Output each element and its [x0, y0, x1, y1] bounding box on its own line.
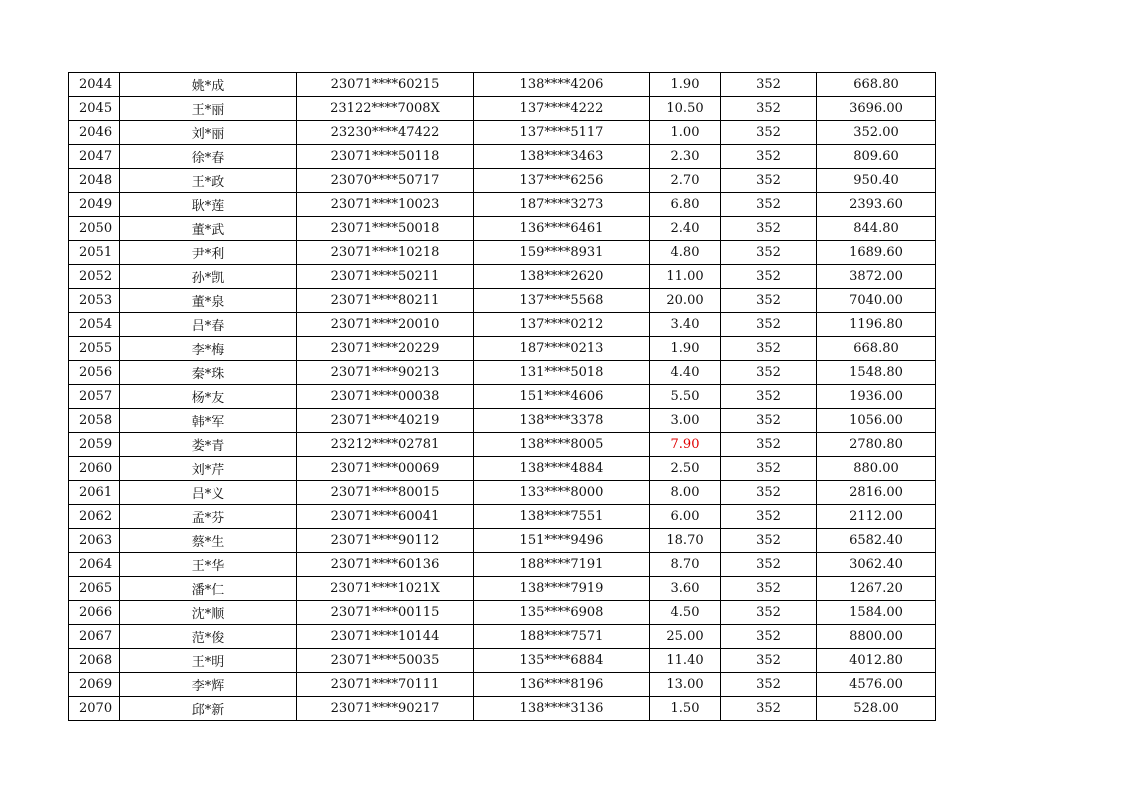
table-cell: 6582.40: [817, 529, 936, 553]
table-cell: 138****3136: [474, 697, 650, 721]
table-cell: 352: [721, 577, 817, 601]
table-cell: 2056: [69, 361, 120, 385]
table-cell: 2057: [69, 385, 120, 409]
table-cell: 138****2620: [474, 265, 650, 289]
table-cell: 孙*凯: [120, 265, 297, 289]
table-cell: 151****9496: [474, 529, 650, 553]
table-cell: 2046: [69, 121, 120, 145]
table-cell: 352: [721, 409, 817, 433]
table-cell: 8.70: [650, 553, 721, 577]
table-cell: 7.90: [650, 433, 721, 457]
table-cell: 138****7919: [474, 577, 650, 601]
table-row: [69, 553, 936, 577]
table-cell: 352: [721, 313, 817, 337]
table-cell: 352: [721, 601, 817, 625]
table-cell: 4.80: [650, 241, 721, 265]
table-cell: 6.00: [650, 505, 721, 529]
table-row: [69, 457, 936, 481]
table-cell: 王*华: [120, 553, 297, 577]
table-cell: 11.40: [650, 649, 721, 673]
table-cell: 2.40: [650, 217, 721, 241]
table-cell: 尹*利: [120, 241, 297, 265]
table-cell: 23071****80211: [297, 289, 474, 313]
table-row: [69, 241, 936, 265]
table-cell: 352: [721, 265, 817, 289]
table-cell: 20.00: [650, 289, 721, 313]
table-cell: 王*丽: [120, 97, 297, 121]
table-cell: 2058: [69, 409, 120, 433]
table-cell: 3696.00: [817, 97, 936, 121]
table-row: [69, 73, 936, 97]
table-cell: 2780.80: [817, 433, 936, 457]
table-cell: 2054: [69, 313, 120, 337]
table-cell: 23071****20229: [297, 337, 474, 361]
table-cell: 23071****10218: [297, 241, 474, 265]
table-cell: 23071****40219: [297, 409, 474, 433]
table-cell: 1196.80: [817, 313, 936, 337]
table-cell: 2051: [69, 241, 120, 265]
table-cell: 137****6256: [474, 169, 650, 193]
table-cell: 528.00: [817, 697, 936, 721]
table-cell: 23071****50018: [297, 217, 474, 241]
table-cell: 2055: [69, 337, 120, 361]
table-cell: 23071****90217: [297, 697, 474, 721]
table-cell: 844.80: [817, 217, 936, 241]
table-row: [69, 145, 936, 169]
table-cell: 352: [721, 697, 817, 721]
table-cell: 138****4206: [474, 73, 650, 97]
table-cell: 23071****90112: [297, 529, 474, 553]
table-cell: 秦*珠: [120, 361, 297, 385]
table-cell: 韩*军: [120, 409, 297, 433]
table-body: [69, 73, 936, 721]
table-cell: 880.00: [817, 457, 936, 481]
table-cell: 138****7551: [474, 505, 650, 529]
table-cell: 2048: [69, 169, 120, 193]
table-row: [69, 625, 936, 649]
table-cell: 23071****00069: [297, 457, 474, 481]
table-cell: 352: [721, 433, 817, 457]
table-cell: 137****0212: [474, 313, 650, 337]
table-row: [69, 481, 936, 505]
table-row: [69, 169, 936, 193]
table-cell: 1.90: [650, 73, 721, 97]
table-cell: 23071****20010: [297, 313, 474, 337]
table-cell: 王*政: [120, 169, 297, 193]
table-cell: 耿*莲: [120, 193, 297, 217]
table-cell: 23070****50717: [297, 169, 474, 193]
table-cell: 娄*青: [120, 433, 297, 457]
table-cell: 137****5117: [474, 121, 650, 145]
table-cell: 2.70: [650, 169, 721, 193]
table-cell: 138****8005: [474, 433, 650, 457]
table-row: [69, 121, 936, 145]
table-cell: 23071****60215: [297, 73, 474, 97]
table-cell: 23071****80015: [297, 481, 474, 505]
table-cell: 23071****50211: [297, 265, 474, 289]
table-cell: 2.30: [650, 145, 721, 169]
table-cell: 352: [721, 337, 817, 361]
table-row: [69, 217, 936, 241]
table-cell: 3872.00: [817, 265, 936, 289]
table-cell: 3.40: [650, 313, 721, 337]
table-cell: 352: [721, 385, 817, 409]
table-cell: 4012.80: [817, 649, 936, 673]
table-cell: 孟*芬: [120, 505, 297, 529]
table-cell: 6.80: [650, 193, 721, 217]
table-cell: 23071****00038: [297, 385, 474, 409]
table-cell: 2065: [69, 577, 120, 601]
table-cell: 1.90: [650, 337, 721, 361]
table-cell: 邱*新: [120, 697, 297, 721]
table-cell: 2066: [69, 601, 120, 625]
table-cell: 136****8196: [474, 673, 650, 697]
table-cell: 1584.00: [817, 601, 936, 625]
table-cell: 23212****02781: [297, 433, 474, 457]
table-row: [69, 193, 936, 217]
table-cell: 5.50: [650, 385, 721, 409]
table-row: [69, 529, 936, 553]
table-row: [69, 313, 936, 337]
table-cell: 2064: [69, 553, 120, 577]
table-cell: 352: [721, 289, 817, 313]
table-row: [69, 289, 936, 313]
table-cell: 18.70: [650, 529, 721, 553]
table-cell: 1548.80: [817, 361, 936, 385]
table-cell: 23071****00115: [297, 601, 474, 625]
table-cell: 1936.00: [817, 385, 936, 409]
table-cell: 4.40: [650, 361, 721, 385]
table-cell: 1267.20: [817, 577, 936, 601]
table-row: [69, 409, 936, 433]
table-cell: 352: [721, 553, 817, 577]
table-cell: 668.80: [817, 337, 936, 361]
table-row: [69, 601, 936, 625]
table-cell: 352: [721, 169, 817, 193]
table-cell: 吕*义: [120, 481, 297, 505]
table-cell: 10.50: [650, 97, 721, 121]
table-cell: 徐*春: [120, 145, 297, 169]
table-cell: 137****5568: [474, 289, 650, 313]
table-cell: 23071****50035: [297, 649, 474, 673]
table-cell: 23071****70111: [297, 673, 474, 697]
table-cell: 23071****90213: [297, 361, 474, 385]
table-row: [69, 337, 936, 361]
table-row: [69, 97, 936, 121]
table-cell: 151****4606: [474, 385, 650, 409]
table-cell: 2393.60: [817, 193, 936, 217]
table-row: [69, 673, 936, 697]
table-cell: 2070: [69, 697, 120, 721]
table-cell: 李*梅: [120, 337, 297, 361]
table-cell: 4.50: [650, 601, 721, 625]
table-cell: 352: [721, 121, 817, 145]
table-cell: 刘*芹: [120, 457, 297, 481]
data-table: [68, 72, 936, 721]
table-cell: 2816.00: [817, 481, 936, 505]
table-cell: 2049: [69, 193, 120, 217]
table-cell: 2067: [69, 625, 120, 649]
table-cell: 352: [721, 145, 817, 169]
table-cell: 131****5018: [474, 361, 650, 385]
table-cell: 4576.00: [817, 673, 936, 697]
table-cell: 352: [721, 457, 817, 481]
table-row: [69, 697, 936, 721]
table-cell: 352: [721, 73, 817, 97]
table-cell: 吕*春: [120, 313, 297, 337]
table-cell: 2063: [69, 529, 120, 553]
table-cell: 杨*友: [120, 385, 297, 409]
table-cell: 352: [721, 625, 817, 649]
table-cell: 李*辉: [120, 673, 297, 697]
table-cell: 187****3273: [474, 193, 650, 217]
table-cell: 8.00: [650, 481, 721, 505]
table-row: [69, 577, 936, 601]
table-cell: 3.00: [650, 409, 721, 433]
table-cell: 2112.00: [817, 505, 936, 529]
table-cell: 352: [721, 481, 817, 505]
table-cell: 王*明: [120, 649, 297, 673]
table-cell: 2047: [69, 145, 120, 169]
table-cell: 2053: [69, 289, 120, 313]
table-cell: 352: [721, 505, 817, 529]
table-cell: 2061: [69, 481, 120, 505]
table-cell: 135****6884: [474, 649, 650, 673]
table-cell: 2068: [69, 649, 120, 673]
table-cell: 352: [721, 193, 817, 217]
table-cell: 23071****10144: [297, 625, 474, 649]
table-cell: 352: [721, 361, 817, 385]
table-cell: 2060: [69, 457, 120, 481]
table-row: [69, 649, 936, 673]
table-cell: 8800.00: [817, 625, 936, 649]
table-cell: 3.60: [650, 577, 721, 601]
table-cell: 1056.00: [817, 409, 936, 433]
table-cell: 352: [721, 673, 817, 697]
table-cell: 11.00: [650, 265, 721, 289]
table-cell: 136****6461: [474, 217, 650, 241]
table-cell: 2045: [69, 97, 120, 121]
table-cell: 352: [721, 529, 817, 553]
table-cell: 姚*成: [120, 73, 297, 97]
table-cell: 2059: [69, 433, 120, 457]
table-cell: 董*泉: [120, 289, 297, 313]
table-cell: 1.00: [650, 121, 721, 145]
table-cell: 23122****7008X: [297, 97, 474, 121]
table-cell: 1689.60: [817, 241, 936, 265]
table-cell: 董*武: [120, 217, 297, 241]
table-cell: 刘*丽: [120, 121, 297, 145]
table-cell: 133****8000: [474, 481, 650, 505]
table-cell: 蔡*生: [120, 529, 297, 553]
table-cell: 188****7191: [474, 553, 650, 577]
table-cell: 137****4222: [474, 97, 650, 121]
table-row: [69, 265, 936, 289]
table-cell: 7040.00: [817, 289, 936, 313]
table-cell: 23071****60136: [297, 553, 474, 577]
table-cell: 138****3463: [474, 145, 650, 169]
table-cell: 2062: [69, 505, 120, 529]
table-cell: 352.00: [817, 121, 936, 145]
table-cell: 25.00: [650, 625, 721, 649]
table-row: [69, 433, 936, 457]
table-cell: 2050: [69, 217, 120, 241]
table-cell: 950.40: [817, 169, 936, 193]
table-cell: 1.50: [650, 697, 721, 721]
table-row: [69, 361, 936, 385]
table-cell: 135****6908: [474, 601, 650, 625]
table-cell: 13.00: [650, 673, 721, 697]
table-cell: 668.80: [817, 73, 936, 97]
table-cell: 159****8931: [474, 241, 650, 265]
table-cell: 23071****60041: [297, 505, 474, 529]
table-cell: 2044: [69, 73, 120, 97]
table-cell: 188****7571: [474, 625, 650, 649]
table-cell: 352: [721, 217, 817, 241]
table-cell: 沈*顺: [120, 601, 297, 625]
table-cell: 352: [721, 649, 817, 673]
table-cell: 23071****1021X: [297, 577, 474, 601]
table-cell: 187****0213: [474, 337, 650, 361]
table-cell: 23230****47422: [297, 121, 474, 145]
table-row: [69, 385, 936, 409]
table-cell: 潘*仁: [120, 577, 297, 601]
table-cell: 138****3378: [474, 409, 650, 433]
table-cell: 352: [721, 241, 817, 265]
table-cell: 23071****10023: [297, 193, 474, 217]
table-cell: 23071****50118: [297, 145, 474, 169]
table-cell: 138****4884: [474, 457, 650, 481]
table-cell: 3062.40: [817, 553, 936, 577]
table-cell: 352: [721, 97, 817, 121]
table-cell: 2.50: [650, 457, 721, 481]
table-row: [69, 505, 936, 529]
table-cell: 2069: [69, 673, 120, 697]
table-cell: 809.60: [817, 145, 936, 169]
table-cell: 范*俊: [120, 625, 297, 649]
table-cell: 2052: [69, 265, 120, 289]
